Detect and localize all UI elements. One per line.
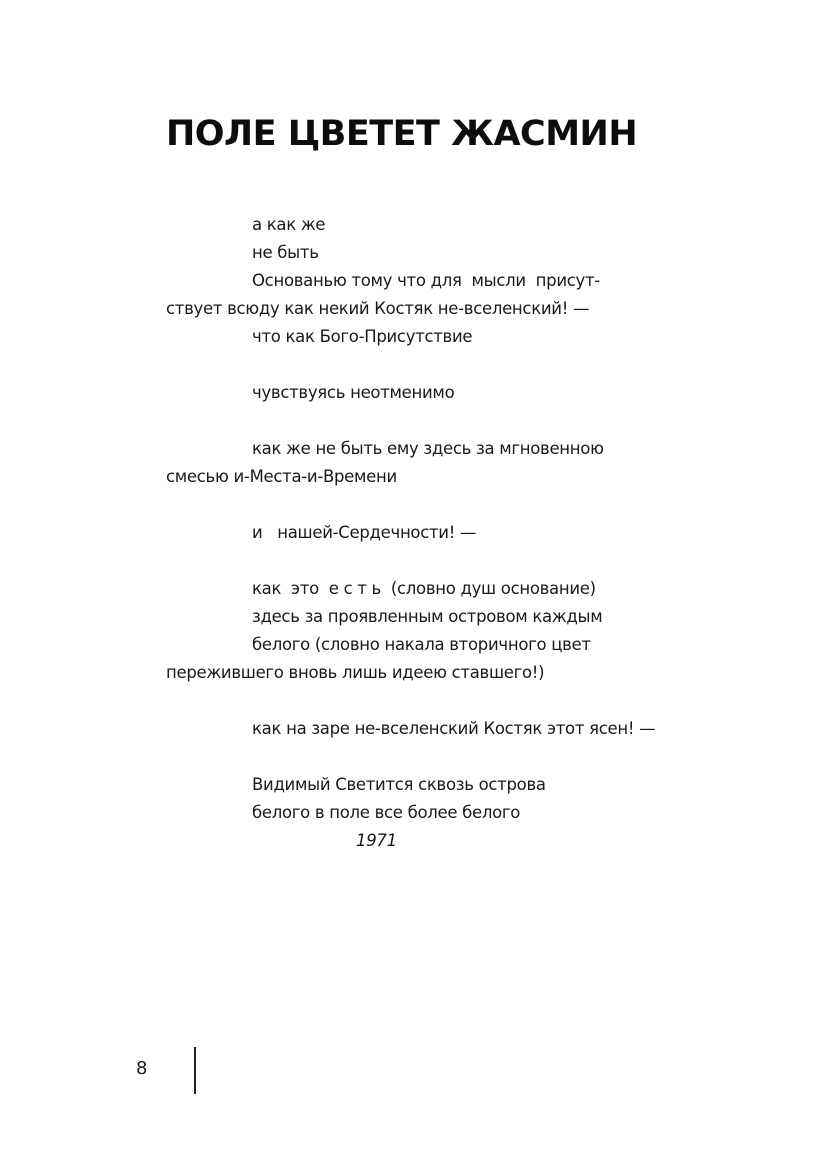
poem-line: белого (словно накала вторичного цвет bbox=[252, 635, 591, 654]
stanza-break bbox=[166, 547, 686, 575]
poem-line: и нашей-Сердечности! — bbox=[252, 523, 477, 542]
poem-line: не быть bbox=[252, 243, 319, 262]
stanza-break bbox=[166, 407, 686, 435]
poem-line: Видимый Светится сквозь острова bbox=[252, 775, 546, 794]
poem-line: белого в поле все более белого bbox=[252, 803, 521, 822]
page-number: 8 bbox=[136, 1058, 148, 1079]
poem-body bbox=[166, 211, 686, 855]
poem-line: как же не быть ему здесь за мгновенною bbox=[252, 439, 604, 458]
poem-line: чувствуясь неотменимо bbox=[252, 383, 455, 402]
stanza-break bbox=[166, 743, 686, 771]
poem-line: а как же bbox=[252, 215, 326, 234]
poem-line: что как Бого-Присутствие bbox=[252, 327, 473, 346]
poem-date: 1971 bbox=[356, 831, 397, 850]
stanza-break bbox=[166, 491, 686, 519]
stanza-break bbox=[166, 351, 686, 379]
stanza-break bbox=[166, 687, 686, 715]
poem-line: ствует всюду как некий Костяк не-вселенский! — bbox=[166, 299, 590, 318]
poem-line: смесью и-Места-и-Времени bbox=[166, 467, 397, 486]
poem-title: ПОЛЕ ЦВЕТЕТ ЖАСМИН bbox=[166, 114, 638, 154]
poem-line: как на заре не-вселенский Костяк этот ясен! — bbox=[252, 719, 656, 738]
poem-line: здесь за проявленным островом каждым bbox=[252, 607, 603, 626]
poem-line: как это е с т ь (словно душ основание) bbox=[252, 579, 596, 598]
page-number-divider bbox=[194, 1047, 196, 1094]
poem-line: пережившего вновь лишь идеею ставшего!) bbox=[166, 663, 545, 682]
poem-line: Основанью тому что для мысли присут- bbox=[252, 271, 600, 290]
